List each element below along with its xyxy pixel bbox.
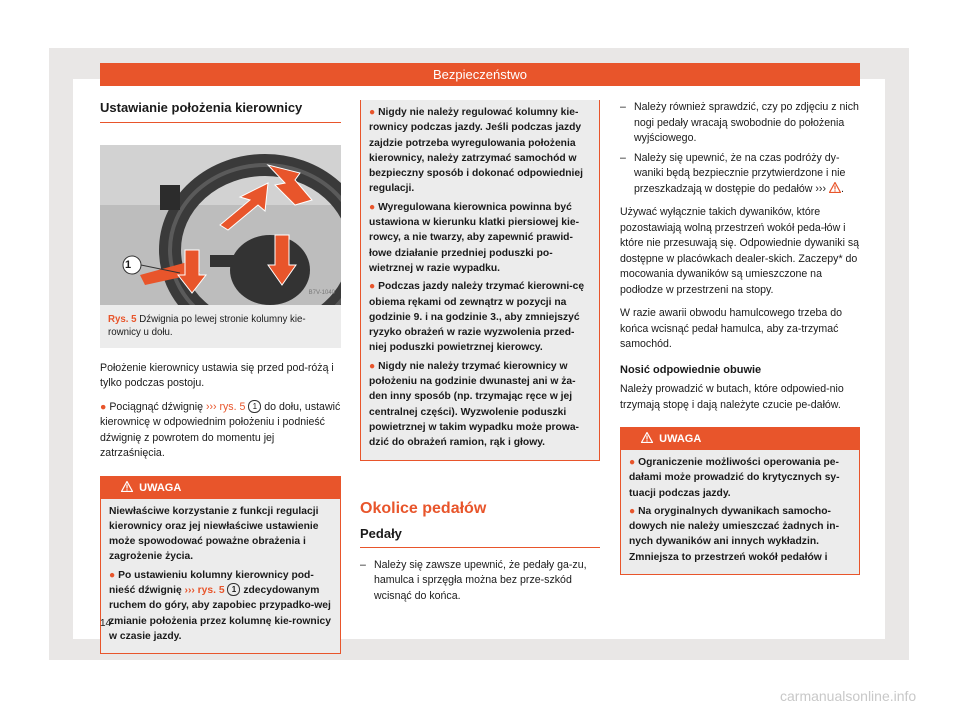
step-text-b: do dołu, ustawić kierownicę w odpowiednim położeniu i podnieść dźwignię z powrotem do momentu jej zatrzaśnięcia. bbox=[100, 400, 341, 459]
figure-caption bbox=[100, 305, 341, 348]
warning-header bbox=[621, 428, 859, 450]
section-title-pedals: Okolice pedałów bbox=[360, 499, 487, 517]
warning-bullet-text: Wyregulowana kierownica powinna być ustawiona w kierunku klatki piersiowej kie-rowcy, a nie twarzy, aby zapewnić prawid-łowe działanie przedniej poduszki po-wietrznej w razie wypadku. bbox=[369, 201, 580, 274]
warning-reference-link[interactable]: ››› bbox=[815, 182, 826, 195]
warning-bullet-text: Ograniczenie możliwości operowania pe-dałami może prowadzić do krytycznych sy-tuacji podczas jazdy. bbox=[629, 457, 840, 499]
warning-title: UWAGA bbox=[139, 481, 182, 494]
warning-bullet bbox=[629, 455, 851, 501]
warning-bullet bbox=[369, 105, 591, 197]
column-middle bbox=[360, 100, 600, 604]
bullet-icon: ● bbox=[369, 201, 376, 213]
figure-reference-link[interactable]: ››› rys. 5 bbox=[184, 584, 225, 596]
warning-bullet-text: Nigdy nie należy trzymać kierownicy w położeniu na godzinie dwunastej ani w ża-den inny sposób (np. trzymając ręce w jej centralnej części). Wyzwolenie poduszki powietrznej w takim wypadku może prowa-dzić do obrażeń ramion, rąk i głowy. bbox=[369, 360, 579, 449]
warning-bullet-text: Na oryginalnych dywanikach samocho-dowych nie należy umieszczać żadnych in-nych dywaników ani innych wykładzin. Zmniejsza to przestrzeń wokół pedałów i bbox=[629, 505, 840, 563]
instruction-step bbox=[100, 400, 341, 462]
warning-continuation-body bbox=[361, 100, 599, 460]
warning-bullet bbox=[369, 200, 591, 276]
watermark: carmanualsonline.info bbox=[780, 688, 917, 704]
warning-body bbox=[101, 499, 340, 654]
warning-box bbox=[620, 427, 860, 575]
paragraph: Używać wyłącznie takich dywaników, które pozostawiają wolną przestrzeń wokół peda-łów i które nie przesuwają się. Odpowiednie dywaniki są dostępne w placówkach dealer-skich. Zaczepy* do mocowania dywaników są umieszczone na podłodze w przestrzeni na stopy. bbox=[620, 206, 860, 296]
bullet-icon: ● bbox=[369, 360, 376, 372]
paragraph: Położenie kierownicy ustawia się przed pod-różą i tylko podczas postoju. bbox=[100, 361, 334, 389]
warning-bullet-text-a: Po ustawieniu kolumny kierownicy pod-nieść dźwignię bbox=[109, 569, 314, 596]
warning-body bbox=[621, 450, 859, 574]
caption-label: Rys. 5 bbox=[108, 313, 137, 325]
dash-item-text: Należy się upewnić, że na czas podróży dy-waniki będą bezpiecznie przytwierdzone i nie przeszkadzają w dostępie do pedałów bbox=[634, 151, 846, 195]
dash-item: – Należy się zawsze upewnić, że pedały ga-zu, hamulca i sprzęgła można bez prze-szkód wcisnąć do końca. bbox=[360, 558, 600, 605]
dash-item: – Należy również sprawdzić, czy po zdjęciu z nich nogi pedały wracają swobodnie do położenia wyjściowego. bbox=[620, 100, 860, 147]
bullet-icon: ● bbox=[100, 400, 107, 413]
callout-number-icon: 1 bbox=[248, 400, 261, 413]
bullet-icon: ● bbox=[629, 457, 636, 468]
warning-triangle-icon bbox=[829, 182, 841, 193]
caption-text: Dźwignia po lewej stronie kolumny kie-rownicy u dołu. bbox=[108, 313, 306, 338]
warning-box bbox=[100, 476, 341, 655]
bullet-icon: ● bbox=[109, 569, 116, 581]
column-right bbox=[620, 100, 860, 575]
warning-continuation-box bbox=[360, 100, 600, 461]
section-title: Ustawianie położenia kierownicy bbox=[100, 100, 341, 123]
figure-code: B7V-1040 bbox=[308, 290, 335, 296]
warning-bullet bbox=[109, 568, 332, 644]
page-number: 14 bbox=[100, 618, 112, 629]
warning-title: UWAGA bbox=[659, 433, 702, 445]
subsection-title: Pedały bbox=[360, 526, 600, 548]
column-left bbox=[100, 100, 341, 654]
warning-bullet bbox=[629, 504, 851, 565]
bullet-icon: ● bbox=[369, 107, 376, 118]
warning-bullet-text-b: zdecydowanym ruchem do góry, aby zapobiec przypadko-wej zmianie położenia przez kolumnę kie-rownicy w czasie jazdy. bbox=[109, 584, 332, 642]
page-header: Bezpieczeństwo bbox=[100, 63, 860, 86]
warning-bullet bbox=[369, 279, 591, 355]
callout-number-icon: 1 bbox=[227, 583, 240, 596]
subheading: Nosić odpowiednie obuwie bbox=[620, 363, 762, 376]
warning-bullet-text: Podczas jazdy należy trzymać kierowni-cę obiema rękami od zewnątrz w pozycji na godzinie 9. i na godzinie 3., aby zmniejszyć ryzyko obrażeń w razie wyzwolenia przed-niej poduszki powietrznej kierowcy. bbox=[369, 281, 585, 354]
bullet-icon: ● bbox=[629, 505, 636, 517]
bullet-icon: ● bbox=[369, 281, 376, 293]
step-text-a: Pociągnąć dźwignię bbox=[109, 400, 206, 413]
figure-reference-link[interactable]: ››› rys. 5 bbox=[205, 400, 246, 413]
warning-bullet bbox=[369, 359, 591, 451]
dash-item: – Należy się upewnić, że na czas podróży dy-waniki będą bezpiecznie przytwierdzone i nie przeszkadzają w dostępie do pedałów ››› . bbox=[620, 151, 860, 198]
paragraph: Należy prowadzić w butach, które odpowied-nio trzymają stopę i dają należyte czucie pe-dałów. bbox=[620, 383, 844, 411]
warning-text: Niewłaściwe korzystanie z funkcji regulacji kierownicy oraz jej niewłaściwe ustawienie może spowodować poważne obrażenia i zagrożenie życia. bbox=[109, 505, 319, 563]
warning-triangle-icon bbox=[121, 481, 133, 492]
figure-callout-1: 1 bbox=[125, 258, 132, 271]
steering-wheel-illustration bbox=[100, 145, 341, 305]
warning-triangle-icon bbox=[641, 432, 653, 443]
paragraph: W razie awarii obwodu hamulcowego trzeba do końca wcisnąć pedał hamulca, aby za-trzymać samochód. bbox=[620, 307, 842, 350]
steering-wheel-figure bbox=[100, 145, 341, 305]
warning-header bbox=[101, 477, 340, 499]
warning-bullet-text: Nigdy nie należy regulować kolumny kie-rownicy podczas jazdy. Jeśli podczas jazdy zajdzie potrzeba wyregulowania położenia kierownicy, należy zatrzymać samochód w bezpieczny sposób i dokonać odpowiedniej regulacji. bbox=[369, 107, 583, 195]
